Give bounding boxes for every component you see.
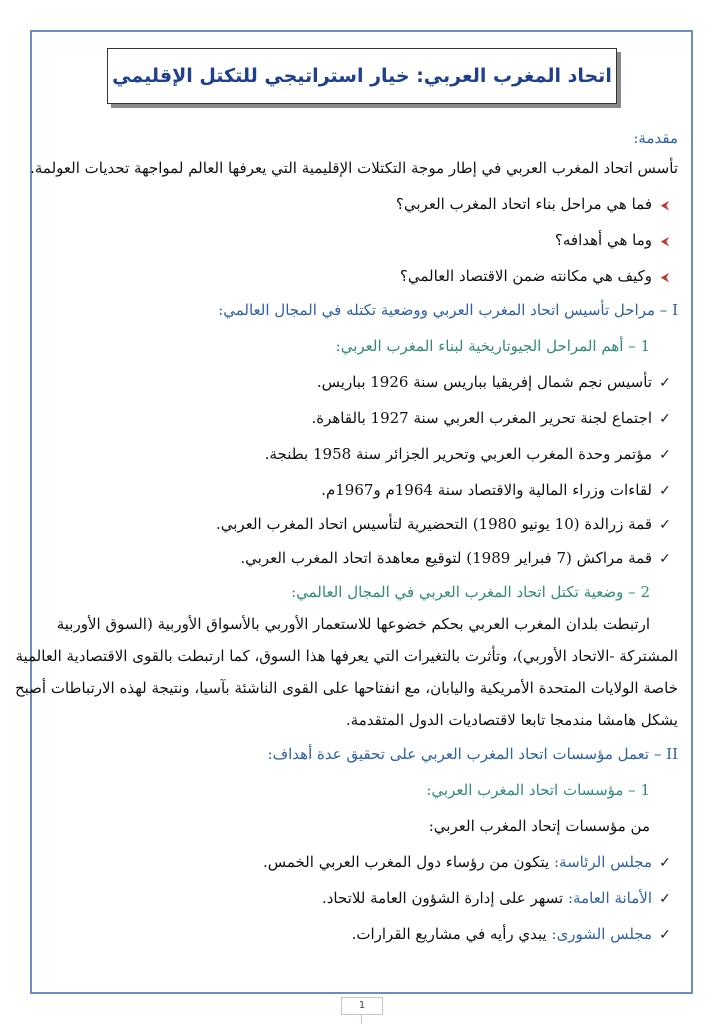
checkmark-icon: ✓ bbox=[659, 891, 671, 907]
checkmark-icon: ✓ bbox=[659, 483, 671, 499]
checkmark-icon: ✓ bbox=[659, 411, 671, 427]
paragraph-line: ارتبطت بلدان المغرب العربي بحكم خضوعها للاستعمار الأوربي بالأسواق الأوربية (السوق الأوربية bbox=[56, 615, 650, 633]
arrow-bullet-icon: ⮜ bbox=[660, 270, 670, 284]
section-1-2-heading: 2 – وضعية تكتل اتحاد المغرب العربي في المجال العالمي: bbox=[291, 583, 650, 601]
section-1-1-heading: 1 – أهم المراحل الجيوتاريخية لبناء المغرب العربي: bbox=[335, 337, 650, 355]
institutions-intro: من مؤسسات إتحاد المغرب العربي: bbox=[428, 817, 650, 835]
question-item: ⮜وما هي أهدافه؟ bbox=[555, 230, 672, 251]
intro-text: تأسس اتحاد المغرب العربي في إطار موجة التكتلات الإقليمية التي يعرفها العالم لمواجهة تحديات العولمة. bbox=[30, 159, 678, 177]
paragraph-line: المشتركة -الاتحاد الأوربي)، وتأثرت بالتغيرات التي يعرفها هذا السوق، كما ارتبطت بالقوى الاقتصادية العالمية bbox=[15, 647, 678, 665]
title-box bbox=[107, 48, 617, 104]
arrow-bullet-icon: ⮜ bbox=[660, 234, 670, 248]
institution-item: ✓الأمانة العامة: تسهر على إدارة الشؤون العامة للاتحاد. bbox=[321, 889, 671, 907]
paragraph-line: يشكل هامشا مندمجا تابعا لاقتصاديات الدول المتقدمة. bbox=[345, 711, 678, 729]
page-title: اتحاد المغرب العربي: خيار استراتيجي للتكتل الإقليمي bbox=[112, 65, 612, 87]
arrow-bullet-icon: ⮜ bbox=[660, 198, 670, 212]
paragraph-line: خاصة الولايات المتحدة الأمريكية واليابان، مع انفتاحها على القوى الناشئة بآسيا، ونتيجة لهذه الارتباطات أصبح bbox=[14, 679, 678, 697]
list-item: ✓مؤتمر وحدة المغرب العربي وتحرير الجزائر سنة 1958 بطنجة. bbox=[264, 445, 671, 463]
institution-item: ✓مجلس الرئاسة: يتكون من رؤساء دول المغرب العربي الخمس. bbox=[262, 853, 671, 871]
page-number: 1 bbox=[341, 997, 383, 1015]
list-item: ✓تأسيس نجم شمال إفريقيا بباريس سنة 1926 بباريس. bbox=[316, 373, 671, 391]
list-item: ✓لقاءات وزراء المالية والاقتصاد سنة 1964م و1967م. bbox=[321, 481, 671, 499]
question-item: ⮜فما هي مراحل بناء اتحاد المغرب العربي؟ bbox=[396, 194, 672, 215]
section-1-heading: I – مراحل تأسيس اتحاد المغرب العربي ووضعية تكتله في المجال العالمي: bbox=[218, 301, 678, 319]
checkmark-icon: ✓ bbox=[659, 551, 671, 567]
page-number-tick bbox=[361, 1014, 362, 1024]
checkmark-icon: ✓ bbox=[659, 447, 671, 463]
section-2-1-heading: 1 – مؤسسات اتحاد المغرب العربي: bbox=[426, 781, 650, 799]
checkmark-icon: ✓ bbox=[659, 855, 671, 871]
checkmark-icon: ✓ bbox=[659, 375, 671, 391]
section-2-heading: II – تعمل مؤسسات اتحاد المغرب العربي على تحقيق عدة أهداف: bbox=[267, 745, 678, 763]
checkmark-icon: ✓ bbox=[659, 927, 671, 943]
question-item: ⮜وكيف هي مكانته ضمن الاقتصاد العالمي؟ bbox=[400, 266, 672, 287]
institution-item: ✓مجلس الشورى: يبدي رأيه في مشاريع القرارات. bbox=[351, 925, 671, 943]
list-item: ✓قمة مراكش (7 فبراير 1989) لتوقيع معاهدة اتحاد المغرب العربي. bbox=[240, 549, 671, 567]
list-item: ✓اجتماع لجنة تحرير المغرب العربي سنة 1927 بالقاهرة. bbox=[311, 409, 671, 427]
checkmark-icon: ✓ bbox=[659, 517, 671, 533]
intro-heading: مقدمة: bbox=[633, 129, 678, 147]
list-item: ✓قمة زرالدة (10 يونيو 1980) التحضيرية لتأسيس اتحاد المغرب العربي. bbox=[215, 515, 671, 533]
